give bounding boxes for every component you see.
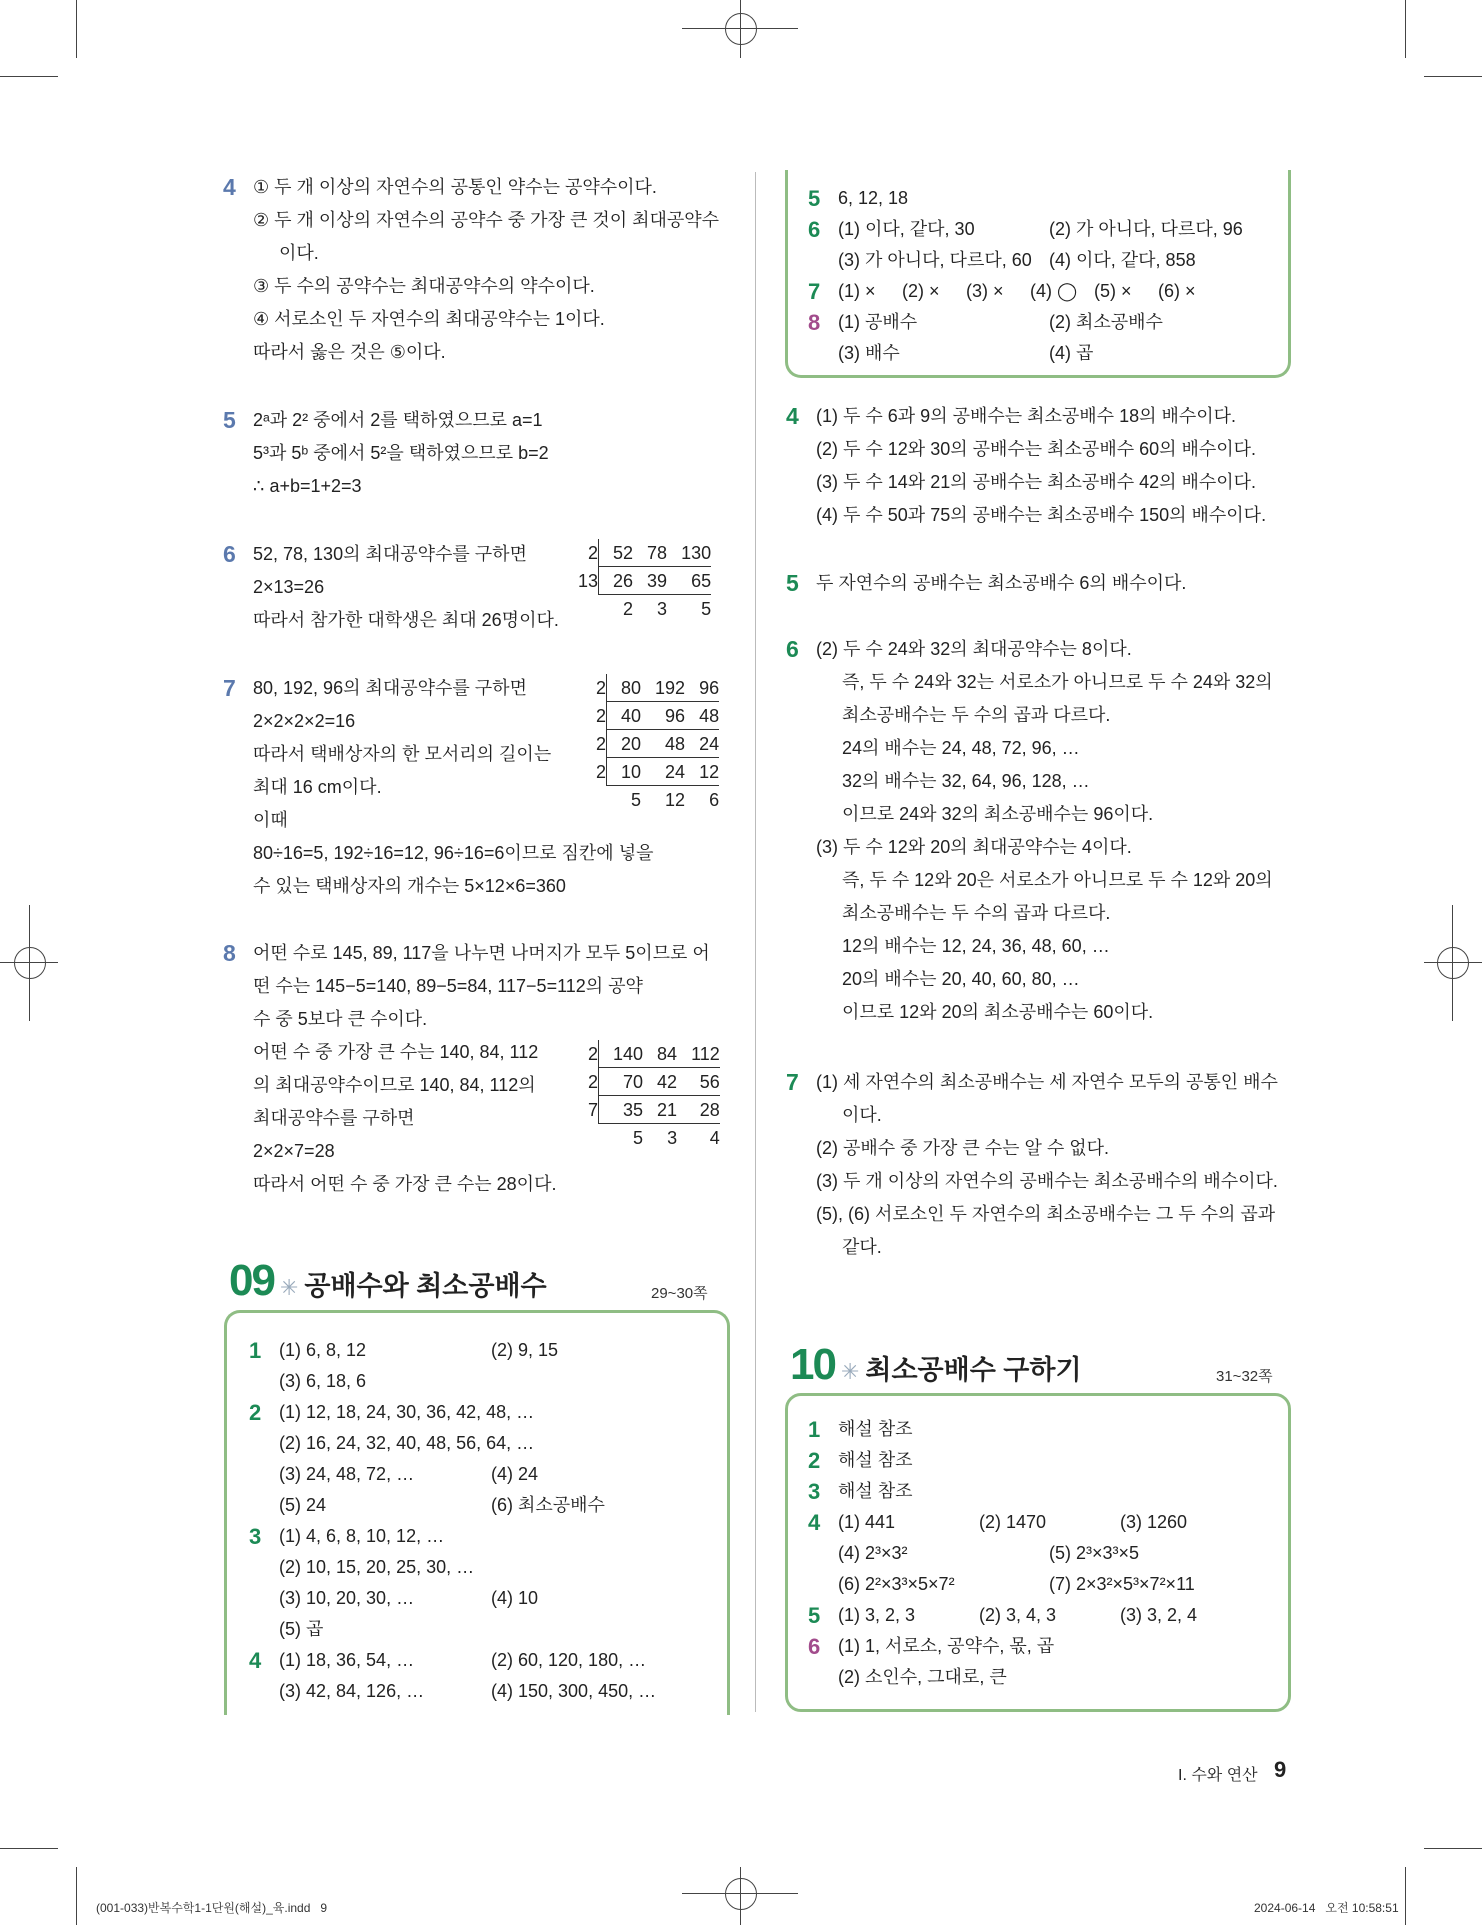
text-line: (1) 두 수 6과 9의 공배수는 최소공배수 18의 배수이다. [816,406,1237,426]
text-line: (2) 공배수 중 가장 큰 수는 알 수 없다. [816,1138,1110,1158]
answer-cell: (1) 1, 서로소, 공약수, 몫, 곱 [838,1636,1055,1656]
answer-row [249,1676,719,1707]
text-line: (3) 두 수 12와 20의 최대공약수는 4이다. [816,837,1132,857]
answer-7-right [786,1066,1286,1264]
answer-cell: (4) 10 [491,1588,539,1608]
answer-cell: (3) 6, 18, 6 [279,1371,367,1391]
answer-row [808,1507,1278,1538]
answer-row [249,1335,719,1366]
text-line: 따라서 어떤 수 중 가장 큰 수는 28이다. [253,1174,557,1194]
quotient-cell: 6 [709,789,720,810]
right-top-answer-box [785,170,1291,378]
answer-row [249,1397,719,1428]
quotient-cell: 5 [701,598,712,619]
answer-row [808,276,1278,307]
quotient-cell: 52 [599,539,634,567]
question-number: 7 [786,1069,799,1095]
question-number: 6 [786,636,799,662]
question-number: 3 [808,1479,821,1504]
answer-cell: (6) × [1158,281,1196,301]
quotient-cell: 78 [633,539,667,567]
answer-cell: (5) × [1094,281,1132,301]
question-number: 1 [249,1338,262,1363]
divisor: 2 [595,705,606,726]
answer-row [808,214,1278,245]
page-range: 29~30쪽 [651,1285,708,1302]
text-line: 이므로 24와 32의 최소공배수는 96이다. [842,804,1154,824]
crop-mark [1405,0,1406,58]
answer-cell: (3) 1260 [1120,1512,1188,1532]
answer-cell: 6, 12, 18 [838,188,909,208]
answer-row [249,1583,719,1614]
text-line: 즉, 두 수 24와 32는 서로소가 아니므로 두 수 24와 32의 [842,672,1273,692]
text-line: 최소공배수는 두 수의 곱과 다르다. [842,903,1111,923]
quotient-cell: 24 [685,730,719,758]
text-line: 최소공배수는 두 수의 곱과 다르다. [842,705,1111,725]
answer-cell: (1) 3, 2, 3 [838,1605,916,1625]
question-number: 5 [808,1603,821,1628]
answer-cell: (2) 10, 15, 20, 25, 30, … [279,1557,475,1577]
quotient-cell: 5 [631,789,642,810]
answer-cell: (3) 42, 84, 126, … [279,1681,425,1701]
quotient-cell: 40 [607,702,642,730]
text-line: 떤 수는 145−5=140, 89−5=84, 117−5=112의 공약 [253,976,643,996]
answer-text [816,633,1286,1029]
divisor: 2 [595,761,606,782]
quotient-cell: 21 [643,1096,677,1124]
text-line: ④ 서로소인 두 자연수의 최대공약수는 1이다. [253,309,605,329]
answer-row [808,1538,1278,1569]
question-number: 3 [249,1524,262,1549]
answer-cell: (7) 2×3²×5³×7²×11 [1049,1574,1195,1594]
answer-row [808,1662,1278,1693]
page-range: 31~32쪽 [1216,1368,1273,1385]
text-line: 52, 78, 130의 최대공약수를 구하면 [253,544,527,564]
registration-mark [14,947,46,979]
answer-cell: (4) 이다, 같다, 858 [1049,250,1196,270]
question-number: 2 [808,1448,821,1473]
answer-5-left [223,404,733,503]
question-number: 6 [223,541,236,567]
quotient-cell: 80 [607,674,642,702]
text-line: 이때 [253,810,288,830]
answer-text [253,404,733,503]
answer-cell: (1) 4, 6, 8, 10, 12, … [279,1526,445,1546]
answer-row [808,1600,1278,1631]
asterisk-icon: ✳ [279,1275,299,1300]
quotient-cell: 12 [665,789,686,810]
text-line: ② 두 개 이상의 자연수의 공약수 중 가장 큰 것이 최대공약수 [253,210,720,230]
answer-cell: (4) ◯ [1030,281,1078,301]
quotient-cell: 39 [633,567,667,595]
question-number: 8 [223,940,236,966]
answer-cell: (2) 9, 15 [491,1340,559,1360]
quotient-cell: 20 [607,730,642,758]
text-line: 2×2×7=28 [253,1141,335,1161]
quotient-cell: 10 [607,758,642,786]
answer-row [808,183,1278,214]
text-line: 2×13=26 [253,577,325,597]
answer-cell: (3) 3, 2, 4 [1120,1605,1198,1625]
crop-mark [1424,76,1482,77]
answer-list [249,1335,719,1707]
slug-filename: (001-033)반복수학1-1단원(해설)_육.indd 9 [96,1901,328,1915]
text-line: 2×2×2×2=16 [253,711,356,731]
answer-row [249,1645,719,1676]
answer-cell: (2) × [902,281,940,301]
text-line: 80÷16=5, 192÷16=12, 96÷16=6이므로 짐칸에 넣을 [253,843,654,863]
column-divider [755,172,756,1712]
answer-cell: (6) 2²×3³×5×7² [838,1574,955,1594]
text-line: ③ 두 수의 공약수는 최대공약수의 약수이다. [253,276,595,296]
text-line: 80, 192, 96의 최대공약수를 구하면 [253,678,527,698]
crop-mark [76,1867,77,1925]
quotient-cell: 130 [667,539,711,567]
answer-text [816,400,1286,532]
quotient-cell: 96 [685,674,719,702]
question-number: 4 [223,174,236,200]
crop-mark [740,1867,741,1925]
answer-cell: (3) × [966,281,1004,301]
answer-list [808,1414,1278,1693]
division-ladder [576,1040,720,1151]
chapter-label: I. 수와 연산 [1178,1767,1258,1784]
slug-timestamp: 2024-06-14 오전 10:58:51 [1254,1901,1399,1915]
divisor: 2 [595,733,606,754]
quotient-cell: 12 [685,758,719,786]
answer-cell: (3) 10, 20, 30, … [279,1588,415,1608]
text-line: 5³과 5ᵇ 중에서 5²을 택하였으므로 b=2 [253,443,549,463]
question-number: 6 [808,1634,821,1659]
question-number: 4 [249,1648,262,1673]
quotient-cell: 35 [599,1096,644,1124]
quotient-cell: 65 [667,567,711,595]
quotient-cell: 4 [709,1127,720,1148]
text-line: 어떤 수 중 가장 큰 수는 140, 84, 112 [253,1042,539,1062]
answer-cell: (4) 곱 [1049,343,1094,363]
divisor: 2 [595,677,606,698]
answer-6-right [786,633,1286,1029]
answer-cell: (5) 곱 [279,1619,324,1639]
answer-cell: (1) 12, 18, 24, 30, 36, 42, 48, … [279,1402,535,1422]
section-09-header [229,1256,547,1306]
divisor [584,786,607,814]
text-line: (3) 두 개 이상의 자연수의 공배수는 최소공배수의 배수이다. [816,1171,1278,1191]
section-number: 10 [790,1340,835,1389]
text-line: (3) 두 수 14와 21의 공배수는 최소공배수 42의 배수이다. [816,472,1257,492]
quotient-cell: 28 [677,1096,720,1124]
answer-cell: (2) 가 아니다, 다르다, 96 [1049,219,1243,239]
section-title: 최소공배수 구하기 [865,1355,1082,1385]
answer-cell: (4) 24 [491,1464,539,1484]
text-line: 24의 배수는 24, 48, 72, 96, … [842,738,1080,758]
divisor: 2 [587,1043,598,1064]
answer-cell: (1) × [838,281,876,301]
answer-row [808,1414,1278,1445]
answer-text [253,171,733,369]
quotient-cell: 56 [677,1068,720,1096]
answer-cell: (2) 16, 24, 32, 40, 48, 56, 64, … [279,1433,535,1453]
quotient-cell: 112 [677,1040,720,1068]
text-line: 두 자연수의 공배수는 최소공배수 6의 배수이다. [816,573,1187,593]
question-number: 4 [808,1510,821,1535]
answer-cell: (2) 소인수, 그대로, 큰 [838,1667,1007,1687]
section-10-answer-box [785,1393,1291,1712]
quotient-cell: 48 [685,702,719,730]
text-line: 20의 배수는 20, 40, 60, 80, … [842,969,1080,989]
question-number: 7 [808,279,821,304]
section-title: 공배수와 최소공배수 [304,1271,547,1301]
crop-mark [1424,962,1482,963]
answer-row [808,307,1278,338]
text-line: 이므로 12와 20의 최소공배수는 60이다. [842,1002,1154,1022]
crop-mark [1424,1848,1482,1849]
text-line: 어떤 수로 145, 89, 117을 나누면 나머지가 모두 5이므로 어 [253,943,710,963]
answer-text [816,567,1286,600]
crop-mark [29,905,30,1021]
question-number: 2 [249,1400,262,1425]
quotient-cell: 42 [643,1068,677,1096]
answer-row [249,1459,719,1490]
question-number: 4 [786,403,799,429]
crop-mark [0,76,58,77]
answer-cell: (5) 24 [279,1495,327,1515]
quotient-cell: 70 [599,1068,644,1096]
answer-row [249,1490,719,1521]
answer-cell: (3) 배수 [838,343,900,363]
crop-mark [0,1848,58,1849]
crop-mark [740,0,741,58]
divisor [576,595,599,623]
answer-row [808,338,1278,369]
answer-cell: (2) 최소공배수 [1049,312,1163,332]
section-09-answer-box [224,1310,730,1715]
quotient-cell: 48 [641,730,685,758]
quotient-cell: 3 [667,1127,678,1148]
answer-4-right [786,400,1286,532]
text-line: 따라서 옳은 것은 ⑤이다. [253,342,446,362]
text-line: 따라서 참가한 대학생은 최대 26명이다. [253,610,559,630]
quotient-cell: 24 [641,758,685,786]
question-number: 1 [808,1417,821,1442]
answer-row [249,1366,719,1397]
answer-cell: 해설 참조 [838,1450,913,1470]
quotient-cell: 26 [599,567,634,595]
text-line: (2) 두 수 24와 32의 최대공약수는 8이다. [816,639,1132,659]
answer-cell: (3) 24, 48, 72, … [279,1464,415,1484]
text-line: ∴ a+b=1+2=3 [253,476,362,496]
page-number: 9 [1274,1757,1287,1782]
text-line: ① 두 개 이상의 자연수의 공통인 약수는 공약수이다. [253,177,657,197]
answer-list [808,183,1278,369]
answer-row [808,1569,1278,1600]
text-line: 수 중 5보다 큰 수이다. [253,1009,428,1029]
answer-cell: 해설 참조 [838,1419,913,1439]
answer-cell: (2) 1470 [979,1512,1047,1532]
text-line: 즉, 두 수 12와 20은 서로소가 아니므로 두 수 12와 20의 [842,870,1273,890]
answer-row [249,1521,719,1552]
quotient-cell: 3 [657,598,668,619]
answer-cell: (1) 441 [838,1512,896,1532]
quotient-cell: 96 [641,702,685,730]
answer-row [249,1428,719,1459]
text-line: 2ᵃ과 2² 중에서 2를 택하였으므로 a=1 [253,410,543,430]
answer-row [808,1631,1278,1662]
section-number: 09 [229,1256,274,1305]
answer-cell: (1) 공배수 [838,312,918,332]
answer-row [808,1476,1278,1507]
registration-mark [725,13,757,45]
divisor: 13 [577,570,598,591]
registration-mark [1437,947,1469,979]
divisor: 2 [587,542,598,563]
text-line: (1) 세 자연수의 최소공배수는 세 자연수 모두의 공통인 배수 [816,1072,1278,1092]
question-number: 5 [223,407,236,433]
text-line: (2) 두 수 12와 30의 공배수는 최소공배수 60의 배수이다. [816,439,1257,459]
quotient-cell: 5 [633,1127,644,1148]
question-number: 5 [786,570,799,596]
text-line: 같다. [842,1237,882,1257]
text-line: (5), (6) 서로소인 두 자연수의 최소공배수는 그 두 수의 곱과 [816,1204,1276,1224]
section-10-header [790,1340,1082,1390]
quotient-cell: 2 [623,598,634,619]
divisor: 7 [587,1099,598,1120]
answer-cell: (6) 최소공배수 [491,1495,605,1515]
answer-row [249,1552,719,1583]
answer-text [816,1066,1286,1264]
answer-row [249,1614,719,1645]
division-ladder [584,674,719,813]
division-ladder [576,539,711,622]
text-line: 따라서 택배상자의 한 모서리의 길이는 [253,744,552,764]
crop-mark [1405,1867,1406,1925]
answer-cell: 해설 참조 [838,1481,913,1501]
answer-cell: (1) 이다, 같다, 30 [838,219,975,239]
quotient-cell: 84 [643,1040,677,1068]
divisor: 2 [587,1071,598,1092]
text-line: 이다. [842,1105,882,1125]
text-line: 최대 16 cm이다. [253,777,382,797]
registration-mark [725,1878,757,1910]
answer-row [808,245,1278,276]
text-line: 의 최대공약수이므로 140, 84, 112의 [253,1075,536,1095]
question-number: 6 [808,217,821,242]
answer-cell: (4) 2³×3² [838,1543,908,1563]
answer-cell: (2) 3, 4, 3 [979,1605,1057,1625]
quotient-cell: 192 [641,674,685,702]
answer-cell: (2) 60, 120, 180, … [491,1650,647,1670]
answer-cell: (1) 18, 36, 54, … [279,1650,415,1670]
text-line: (4) 두 수 50과 75의 공배수는 최소공배수 150의 배수이다. [816,505,1267,525]
answer-5-right [786,567,1286,600]
divisor [576,1124,599,1152]
crop-mark [1452,905,1453,1021]
asterisk-icon: ✳ [840,1359,860,1384]
text-line: 12의 배수는 12, 24, 36, 48, 60, … [842,936,1110,956]
answer-4-left [223,171,733,369]
text-line: 최대공약수를 구하면 [253,1108,415,1128]
question-number: 7 [223,675,236,701]
quotient-cell: 140 [599,1040,644,1068]
answer-cell: (3) 가 아니다, 다르다, 60 [838,250,1032,270]
text-line: 32의 배수는 32, 64, 96, 128, … [842,771,1090,791]
answer-cell: (1) 6, 8, 12 [279,1340,367,1360]
answer-row [808,1445,1278,1476]
answer-cell: (5) 2³×3³×5 [1049,1543,1140,1563]
question-number: 8 [808,310,821,335]
answer-cell: (4) 150, 300, 450, … [491,1681,657,1701]
text-line: 수 있는 택배상자의 개수는 5×12×6=360 [253,876,566,896]
crop-mark [76,0,77,58]
text-line: 이다. [279,243,319,263]
question-number: 5 [808,186,821,211]
